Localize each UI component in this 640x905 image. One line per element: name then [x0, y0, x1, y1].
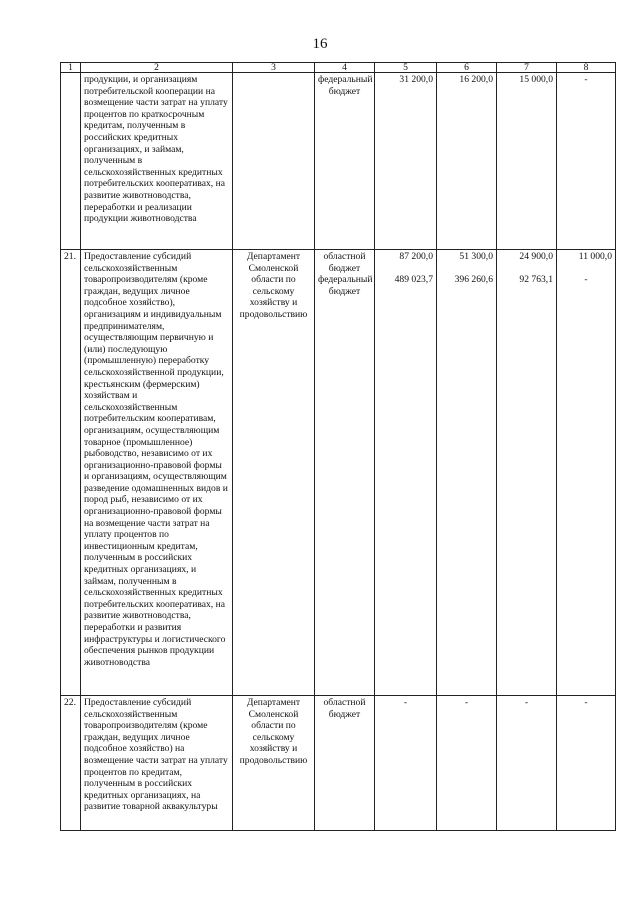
row-value-col7: 15 000,0	[497, 73, 557, 250]
column-header: 7	[497, 63, 557, 73]
column-header: 2	[81, 63, 233, 73]
value-federal: 92 763,1	[519, 274, 553, 286]
row-funding-sources	[315, 250, 375, 696]
column-header: 8	[557, 63, 616, 73]
funding-source-federal: федеральный бюджет	[318, 274, 373, 297]
column-header: 1	[61, 63, 81, 73]
row-value-col7	[497, 250, 557, 696]
row-value-col6: -	[437, 696, 497, 831]
row-executor: Департамент Смоленской области по сельскому хозяйству и продовольствию	[233, 696, 315, 831]
row-funding-source: областной бюджет	[315, 696, 375, 831]
row-value-col8: -	[557, 696, 616, 831]
row-value-col8	[557, 250, 616, 696]
row-number: 22.	[61, 696, 81, 831]
page-number: 16	[312, 36, 328, 52]
column-header: 6	[437, 63, 497, 73]
row-number	[61, 73, 81, 250]
row-value-col6: 16 200,0	[437, 73, 497, 250]
column-header: 4	[315, 63, 375, 73]
row-description: Предоставление субсидий сельскохозяйственным товаропроизводителям (кроме граждан, ведущих личное подсобное хозяйство), организациям и индивидуальным предпринимателям, осуществляющим первичную и (или) последующую (промышленную) переработку сельскохозяйственной продукции, крестьянским (фермерским) хозяйствам и сельскохозяйственным потребительским кооперативам, организациям, осуществляющим товарное (промышленное) рыбоводство, независимо от их организационно-правовой формы и организациям, осуществляющим разведение одомашненных видов и пород рыб, независимо от их организационно-правовой формы на возмещение части затрат на уплату процентов по инвестиционным кредитам, полученным в российских кредитных организациях, и займам, полученным в сельскохозяйственных кредитных потребительских кооперативах, на развитие животноводства, переработки и развития инфраструктуры и логистического обеспечения рынков продукции животноводства	[81, 250, 233, 696]
row-value-col5: 31 200,0	[375, 73, 437, 250]
row-funding-source: федеральный бюджет	[315, 73, 375, 250]
value-regional: 51 300,0	[459, 251, 493, 262]
row-description: продукции, и организациям потребительской кооперации на возмещение части затрат на уплату процентов по краткосрочным кредитам, полученным в российских кредитных организациях, и займам, полученным в сельскохозяйственных кредитных потребительских кооперативах, на развитие животноводства, переработки и реализации продукции животноводства	[81, 73, 233, 250]
row-value-col5: -	[375, 696, 437, 831]
row-value-col6	[437, 250, 497, 696]
column-number-row	[61, 63, 616, 73]
value-regional: 24 900,0	[519, 251, 553, 262]
value-federal: -	[584, 274, 588, 286]
row-executor: Департамент Смоленской области по сельскому хозяйству и продовольствию	[233, 250, 315, 696]
row-number: 21.	[61, 250, 81, 696]
table-row	[61, 696, 616, 831]
row-value-col8: -	[557, 73, 616, 250]
row-executor	[233, 73, 315, 250]
funding-source-regional: областной бюджет	[323, 251, 366, 274]
column-header: 5	[375, 63, 437, 73]
program-table	[60, 62, 616, 831]
table-row	[61, 250, 616, 696]
row-description: Предоставление субсидий сельскохозяйственным товаропроизводителям (кроме граждан, ведущих личное подсобное хозяйство) на возмещение части затрат на уплату процентов по кредитам, полученным в российских кредитных организациях, на развитие товарной аквакультуры	[81, 696, 233, 831]
column-header: 3	[233, 63, 315, 73]
value-regional: 11 000,0	[578, 251, 612, 262]
value-regional: 87 200,0	[399, 251, 433, 262]
value-federal: 396 260,6	[454, 274, 493, 286]
row-value-col7: -	[497, 696, 557, 831]
value-federal: 489 023,7	[394, 274, 433, 286]
table-row	[61, 73, 616, 250]
row-value-col5	[375, 250, 437, 696]
